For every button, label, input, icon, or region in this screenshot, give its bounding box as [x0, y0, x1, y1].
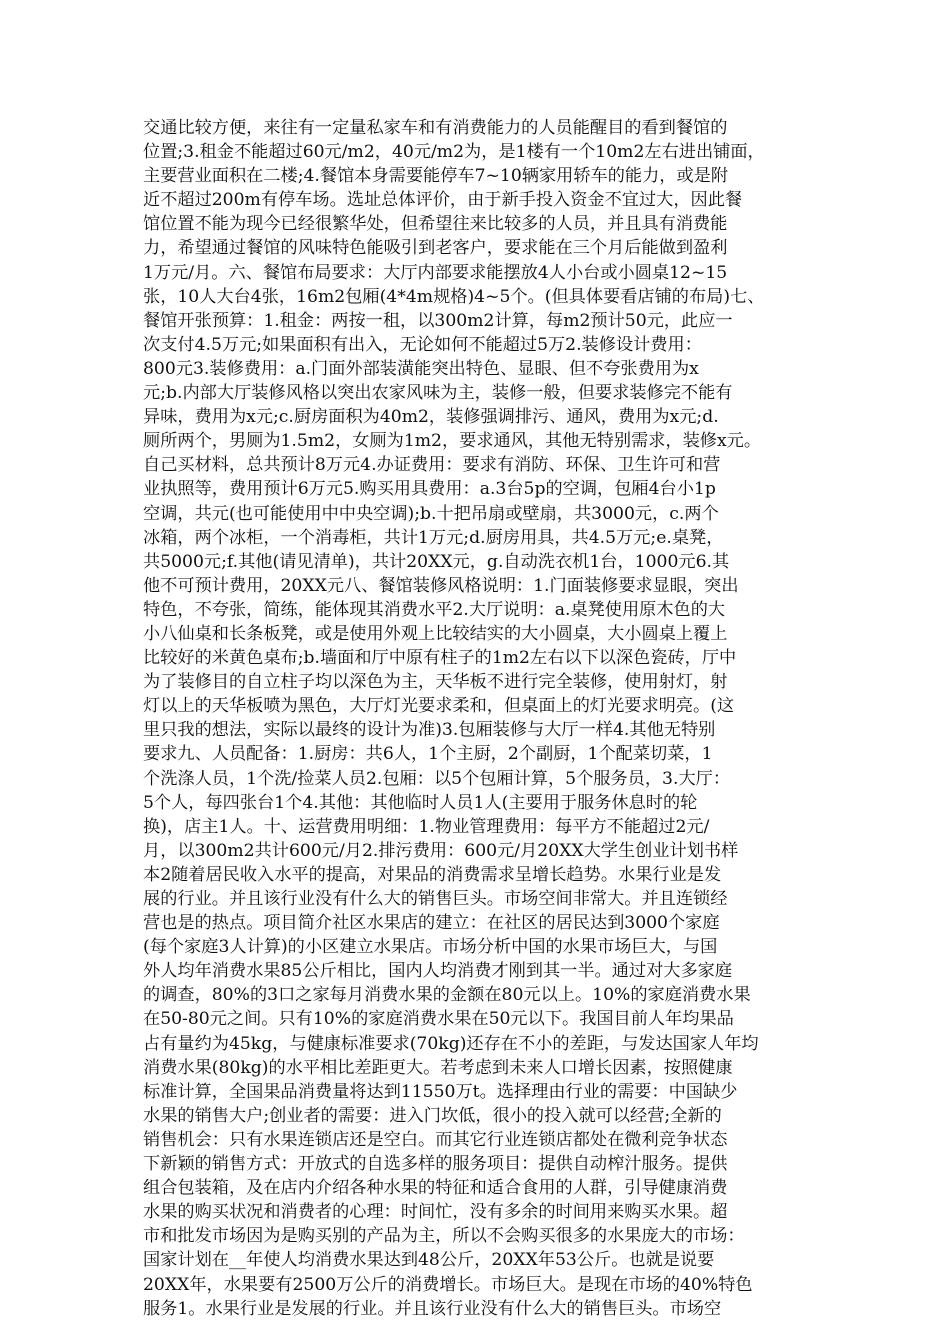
text-line: 本2随着居民收入水平的提高，对果品的消费需求呈增长趋势。水果行业是发	[143, 864, 722, 885]
text-line: 个洗涤人员，1个洗/捡菜人员2.包厢：以5个包厢计算，5个服务员，3.大厅：	[143, 768, 731, 789]
text-line: 营也是的热点。项目简介社区水果店的建立：在社区的居民达到3000个家庭	[143, 913, 720, 934]
text-line: 共5000元;f.其他(请见清单)，共计20XX元，g.自动洗衣机1台，1000元6.其	[143, 551, 730, 572]
text-line: 馆位置不能为现今已经很繁华处，但希望往来比较多的人员，并且具有消费能	[143, 214, 728, 235]
text-line: 空调，共元(也可能使用中中央空调);b.十把吊扇或壁扇，共3000元，c.两个	[143, 503, 719, 524]
text-line: 位置;3.租金不能超过60元/m2，40元/m2为，是1楼有一个10m2左右进出铺面，	[143, 142, 765, 163]
text-line: 国家计划在__年使人均消费水果达到48公斤，20XX年53公斤。也就是说要	[143, 1250, 715, 1271]
text-line: 服务1。水果行业是发展的行业。并且该行业没有什么大的销售巨头。市场空	[143, 1298, 722, 1319]
text-line: 近不超过200m有停车场。选址总体评价，由于新手投入资金不宜过大，因此餐	[143, 190, 743, 211]
text-line: 水果的销售大户;创业者的需要：进入门坎低，很小的投入就可以经营;全新的	[143, 1105, 722, 1126]
text-line: 1万元/月。六、餐馆布局要求：大厅内部要求能摆放4人小台或小圆桌12~15	[143, 262, 728, 283]
text-line: 力，希望通过餐馆的风味特色能吸引到老客户，要求能在三个月后能做到盈利	[143, 238, 728, 259]
text-line: 5个人，每四张台1个4.其他：其他临时人员1人(主要用于服务休息时的轮	[143, 792, 698, 813]
text-line: 外人均年消费水果85公斤相比，国内人均消费才刚到其一半。通过对大多家庭	[143, 961, 733, 982]
text-line: 厕所两个，男厕为1.5m2，女厕为1m2，要求通风，其他无特别需求，装修x元。	[143, 431, 762, 452]
text-line: 市和批发市场因为是购买别的产品为主，所以不会购买很多的水果庞大的市场：	[143, 1226, 745, 1247]
text-line: 异味，费用为x元;c.厨房面积为40m2，装修强调排污、通风，费用为x元;d.	[143, 407, 719, 428]
text-line: 灯以上的天华板喷为黑色，大厅灯光要求柔和，但桌面上的灯光要求明亮。(这	[143, 696, 735, 717]
text-line: 展的行业。并且该行业没有什么大的销售巨头。市场空间非常大。并且连锁经	[143, 889, 728, 909]
text-line: 他不可预计费用，20XX元八、餐馆装修风格说明：1.门面装修要求显眼，突出	[143, 575, 739, 596]
text-line: 下新颖的销售方式：开放式的自选多样的服务项目：提供自动榨汁服务。提供	[143, 1154, 728, 1175]
text-line: 比较好的米黄色桌布;b.墙面和厅中原有柱子的1m2左右以下以深色瓷砖，厅中	[143, 648, 737, 669]
text-line: (每个家庭3人计算)的小区建立水果店。市场分析中国的水果市场巨大，与国	[143, 937, 718, 958]
text-line: 20XX年，水果要有2500万公斤的消费增长。市场巨大。是现在市场的40%特色	[143, 1274, 753, 1295]
text-line: 自己买材料，总共预计8万元4.办证费用：要求有消防、环保、卫生许可和营	[143, 455, 721, 476]
text-line: 的调查，80%的3口之家每月消费水果的金额在80元以上。10%的家庭消费水果	[143, 985, 751, 1006]
text-line: 元;b.内部大厅装修风格以突出农家风味为主，装修一般，但要求装修完不能有	[143, 383, 733, 404]
text-line: 销售机会：只有水果连锁店还是空白。而其它行业连锁店都处在微利竞争状态	[143, 1129, 728, 1150]
text-line: 消费水果(80kg)的水平相比差距更大。若考虑到未来人口增长因素，按照健康	[143, 1057, 733, 1078]
text-line: 要求九、人员配备：1.厨房：共6人，1个主厨，2个副厨，1个配菜切菜，1	[143, 744, 713, 765]
text-line: 业执照等，费用预计6万元5.购买用具费用：a.3台5p的空调，包厢4台小1p	[143, 479, 716, 500]
text-line: 主要营业面积在二楼;4.餐馆本身需要能停车7~10辆家用轿车的能力，或是附	[143, 166, 729, 187]
text-line: 餐馆开张预算：1.租金：两按一租，以300m2计算，每m2预计50元，此应一	[143, 310, 733, 331]
text-line: 水果的购买状况和消费者的心理：时间忙，没有多余的时间用来购买水果。超	[143, 1202, 728, 1223]
text-line: 组合包装箱，及在店内介绍各种水果的特征和适合食用的人群，引导健康消费	[143, 1178, 728, 1199]
text-line: 换)，店主1人。十、运营费用明细：1.物业管理费用：每平方不能超过2元/	[143, 816, 710, 837]
text-line: 特色，不夸张，简练，能体现其消费水平2.大厅说明：a.桌凳使用原木色的大	[143, 599, 726, 620]
text-line: 占有量约为45kg，与健康标准要求(70kg)还存在不小的差距，与发达国家人年均	[143, 1033, 759, 1054]
document-body-text	[143, 116, 815, 1321]
text-line: 为了装修目的自立柱子均以深色为主，天华板不进行完全装修，使用射灯，射	[143, 672, 728, 693]
text-line: 冰箱，两个冰柜，一个消毒柜，共计1万元;d.厨房用具，共4.5万元;e.桌凳，	[143, 527, 724, 548]
text-line: 小八仙桌和长条板凳，或是使用外观上比较结实的大小圆桌，大小圆桌上覆上	[143, 623, 728, 644]
text-line: 交通比较方便，来往有一定量私家车和有消费能力的人员能醒目的看到餐馆的	[143, 118, 728, 138]
text-line: 在50-80元之间。只有10%的家庭消费水果在50元以下。我国目前人年均果品	[143, 1009, 734, 1030]
text-line: 次支付4.5万元;如果面积有出入，无论如何不能超过5万2.装修设计费用：	[143, 334, 702, 355]
text-line: 张，10人大台4张，16m2包厢(4*4m规格)4~5个。(但具体要看店铺的布局)七、	[143, 286, 765, 307]
text-line: 标准计算，全国果品消费量将达到11550万t。选择理由行业的需要：中国缺少	[143, 1081, 738, 1102]
text-line: 月，以300m2共计600元/月2.排污费用：600元/月20XX大学生创业计划书样	[143, 840, 739, 861]
text-line: 里只我的想法，实际以最终的设计为准)3.包厢装修与大厅一样4.其他无特别	[143, 720, 716, 741]
text-line: 800元3.装修费用：a.门面外部装潢能突出特色、显眼、但不夸张费用为x	[143, 358, 699, 379]
